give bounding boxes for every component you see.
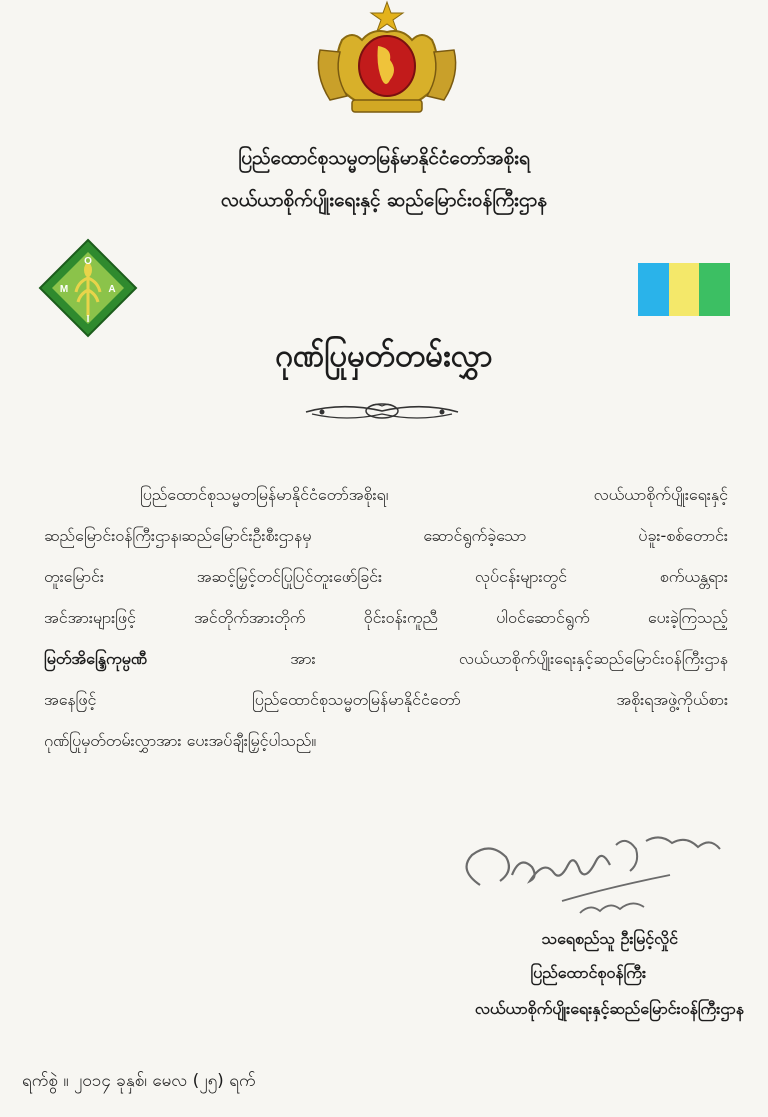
ministry-logo [38, 238, 138, 338]
body-word: လယ်ယာစိုက်ပျိုးရေးနှင့်ဆည်မြောင်းဝန်ကြီးဌာန [458, 649, 728, 668]
body-word: တူးမြောင်း [44, 567, 104, 586]
body-word: အင်အားများဖြင့် [44, 608, 136, 627]
handwritten-signature [440, 815, 730, 920]
body-line [44, 679, 728, 720]
body-word: ဂုဏ်ပြုမှတ်တမ်းလွှာအား ပေးအပ်ချီးမြှင့်ပါသည်။ [44, 731, 317, 750]
body-word: အစိုးရအဖွဲ့ကိုယ်စား [616, 690, 728, 709]
body-word: ဆည်မြောင်းဝန်ကြီးဌာန၊ဆည်မြောင်းဦးစီးဌာနမှ [44, 526, 312, 545]
body-word: ဝိုင်းဝန်းကူညီ [363, 608, 438, 627]
body-word: ပြည်ထောင်စုသမ္မတမြန်မာနိုင်ငံတော်အစိုးရ၊ [140, 485, 389, 504]
certificate-body [44, 474, 728, 761]
body-line [44, 474, 728, 515]
logo-letter-bottom: I [86, 314, 90, 325]
body-word: ပါဝင်ဆောင်ရွက် [496, 608, 590, 627]
body-word: ပေးခဲ့ကြသည့် [647, 608, 728, 627]
body-word: ပဲခူး-စစ်တောင်း [638, 526, 728, 545]
signer-position: ပြည်ထောင်စုဝန်ကြီး [530, 963, 646, 982]
flag-stripe-yellow [669, 263, 700, 316]
certificate-title: ဂုဏ်ပြုမှတ်တမ်းလွှာ [275, 338, 493, 374]
body-word: ဆောင်ရွက်ခဲ့သော [423, 526, 527, 545]
body-line [44, 515, 728, 556]
logo-letter-left: M [59, 284, 69, 295]
flag-stripe-green [699, 263, 730, 316]
flag-stripe-blue [638, 263, 669, 316]
body-word: ပြည်ထောင်စုသမ္မတမြန်မာနိုင်ငံတော် [252, 690, 461, 709]
body-line [44, 597, 728, 638]
body-word: လယ်ယာစိုက်ပျိုးရေးနှင့် [593, 485, 728, 504]
logo-letter-right: A [108, 284, 116, 295]
signer-name: သရေစည်သူ ဦးမြင့်လှိုင် [541, 929, 678, 948]
body-word: အား [290, 649, 316, 668]
ornament-divider [302, 398, 462, 424]
body-line [44, 556, 728, 597]
body-word: လုပ်ငန်းများတွင် [474, 567, 567, 586]
body-word: အဆင့်မြှင့်တင်ပြုပြင်တူးဖော်ခြင်း [196, 567, 383, 586]
recipient-company-name: မြတ်အိန္ဒြေကုမ္ပဏီ [44, 649, 147, 668]
government-name-heading: ပြည်ထောင်စုသမ္မတမြန်မာနိုင်ငံတော်အစိုးရ [238, 147, 530, 169]
body-word: စက်ယန္တရား [659, 567, 728, 586]
tricolor-flag [638, 263, 730, 316]
logo-letter-top: O [84, 256, 92, 267]
body-line [44, 720, 728, 761]
body-word: အနေဖြင့် [44, 690, 97, 709]
signer-ministry: လယ်ယာစိုက်ပျိုးရေးနှင့်ဆည်မြောင်းဝန်ကြီးဌာန [474, 999, 744, 1018]
certificate-date: ရက်စွဲ ။ ၂၀၁၄ ခုနှစ်၊ မေလ (၂၅) ရက် [22, 1071, 256, 1091]
ministry-name-heading: လယ်ယာစိုက်ပျိုးရေးနှင့် ဆည်မြောင်းဝန်ကြီးဌာန [220, 189, 548, 211]
state-seal-emblem [312, 0, 462, 118]
body-line [44, 638, 728, 679]
body-word: အင်တိုက်အားတိုက် [194, 608, 306, 627]
